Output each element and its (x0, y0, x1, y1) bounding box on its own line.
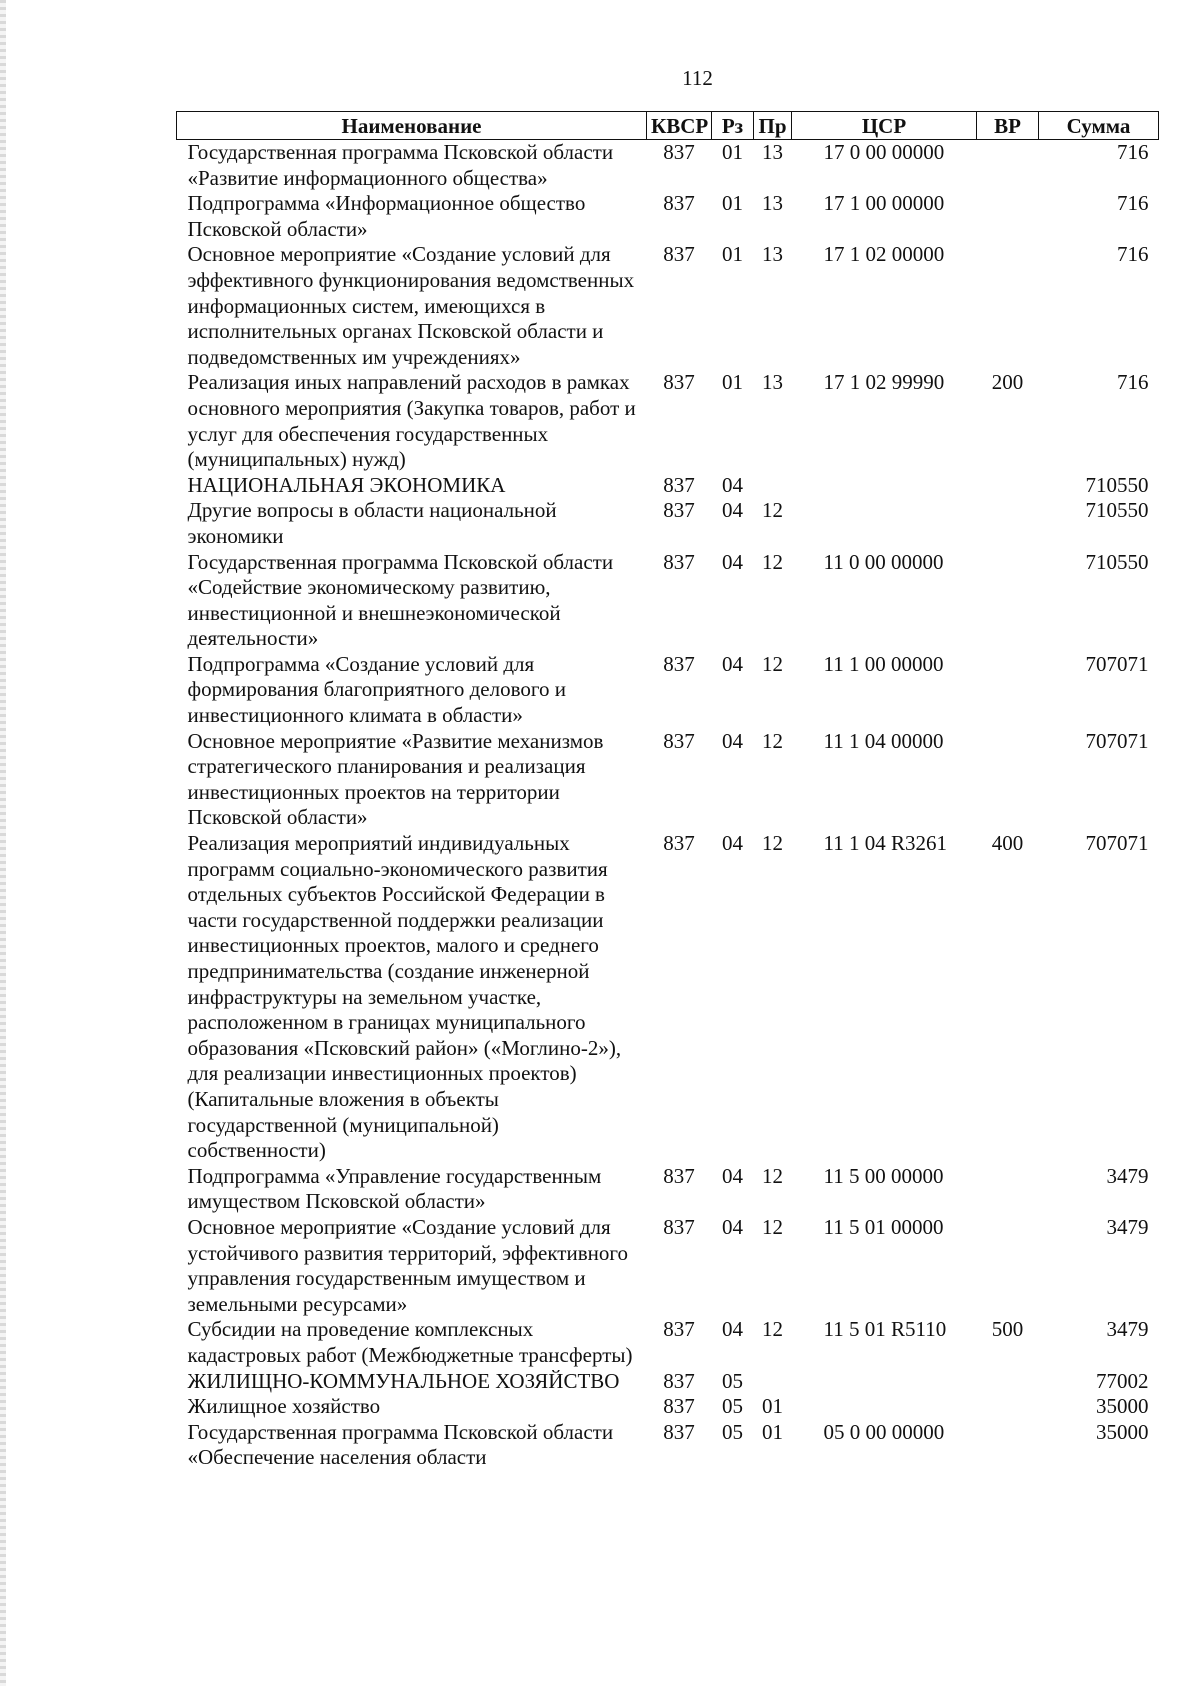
cell-csr: 17 1 00 00000 (823, 191, 945, 216)
cell-name: ЖИЛИЩНО-КОММУНАЛЬНОЕ ХОЗЯЙСТВО (187, 1368, 620, 1393)
cell-vr (977, 1420, 1039, 1471)
cell-kvsr: 837 (663, 242, 695, 267)
cell-kvsr: 837 (663, 140, 695, 164)
table-row (177, 191, 1159, 242)
table-row (177, 1215, 1159, 1317)
cell-pr: 12 (762, 1214, 783, 1239)
cell-rz: 04 (722, 498, 743, 523)
cell-kvsr: 837 (663, 1419, 695, 1444)
cell-csr: 11 5 01 R5110 (823, 1317, 947, 1342)
cell-vr (977, 729, 1039, 831)
cell-rz: 04 (722, 831, 743, 856)
cell-kvsr: 837 (663, 651, 695, 676)
cell-name: Жилищное хозяйство (187, 1394, 381, 1419)
cell-name: Подпрограмма «Управление государственным имуществом Псковской области» (187, 1163, 602, 1214)
cell-pr: 12 (762, 728, 783, 753)
cell-pr: 12 (762, 549, 783, 574)
cell-pr: 13 (762, 191, 783, 216)
cell-pr: 12 (762, 1317, 783, 1342)
cell-csr (792, 498, 977, 549)
cell-name: Основное мероприятие «Создание условий для устойчивого развития территорий, эффективного управления государственным имуществом и земельными ресурсами» (187, 1214, 628, 1316)
cell-csr: 11 1 04 00000 (823, 728, 944, 753)
cell-kvsr: 837 (663, 1317, 695, 1342)
cell-sum: 716 (1117, 191, 1149, 216)
cell-rz: 01 (722, 140, 743, 164)
table-row (177, 370, 1159, 472)
header-pr: Пр (754, 112, 792, 140)
cell-rz: 04 (722, 1163, 743, 1188)
cell-rz: 05 (722, 1368, 743, 1393)
cell-sum: 710550 (1085, 498, 1149, 523)
cell-vr (977, 191, 1039, 242)
cell-sum: 716 (1117, 140, 1149, 164)
table-row (177, 1394, 1159, 1420)
cell-vr: 200 (991, 370, 1024, 395)
cell-name: Государственная программа Псковской области «Развитие информационного общества» (187, 140, 614, 190)
cell-vr: 400 (991, 831, 1024, 856)
cell-csr (792, 1394, 977, 1420)
cell-name: Основное мероприятие «Создание условий для эффективного функционирования ведомственных информационных систем, имеющихся в исполнительных органах Псковской области и подведомственных им учреждениях» (187, 242, 635, 369)
table-row (177, 242, 1159, 370)
cell-kvsr: 837 (663, 1394, 695, 1419)
cell-sum: 35000 (1096, 1419, 1149, 1444)
cell-sum: 35000 (1096, 1394, 1149, 1419)
header-vr: ВР (977, 112, 1039, 140)
cell-kvsr: 837 (663, 498, 695, 523)
cell-rz: 04 (722, 728, 743, 753)
cell-pr: 12 (762, 498, 783, 523)
cell-rz: 04 (722, 472, 743, 497)
cell-kvsr: 837 (663, 549, 695, 574)
cell-vr (977, 498, 1039, 549)
cell-pr: 01 (762, 1394, 783, 1419)
cell-sum: 3479 (1106, 1317, 1149, 1342)
table-row (177, 498, 1159, 549)
cell-kvsr: 837 (663, 370, 695, 395)
cell-vr (977, 473, 1039, 499)
cell-pr: 12 (762, 651, 783, 676)
cell-name: Субсидии на проведение комплексных кадастровых работ (Межбюджетные трансферты) (187, 1317, 633, 1367)
header-rz: Рз (712, 112, 754, 140)
cell-pr (754, 473, 792, 499)
cell-rz: 04 (722, 1317, 743, 1342)
cell-name: Реализация мероприятий индивидуальных программ социально-экономического развития отдельных субъектов Российской Федерации в части государственной поддержки реализации инвестиционных проектов, малого и среднего предпринимательства (создание инженерной инфраструктуры на земельном участке, расположенном в границах муниципального образования «Псковский район» («Моглино-2»), для реализации инвестиционных проектов) (Капитальные вложения в объекты государственной (муниципальной) собственности) (187, 831, 622, 1163)
cell-pr: 13 (762, 140, 783, 164)
cell-csr: 11 1 00 00000 (823, 651, 944, 676)
cell-pr (754, 1369, 792, 1395)
cell-vr (977, 1394, 1039, 1420)
cell-rz: 05 (722, 1394, 743, 1419)
cell-csr (792, 1369, 977, 1395)
cell-name: Основное мероприятие «Развитие механизмов стратегического планирования и реализация инвестиционных проектов на территории Псковской области» (187, 728, 604, 830)
table-row (177, 550, 1159, 652)
cell-kvsr: 837 (663, 728, 695, 753)
header-sum: Сумма (1039, 112, 1159, 140)
cell-csr: 11 1 04 R3261 (823, 831, 947, 856)
cell-csr: 05 0 00 00000 (823, 1419, 945, 1444)
cell-rz: 04 (722, 549, 743, 574)
cell-csr: 17 1 02 00000 (823, 242, 945, 267)
cell-kvsr: 837 (663, 191, 695, 216)
cell-csr: 11 0 00 00000 (823, 549, 944, 574)
cell-kvsr: 837 (663, 472, 695, 497)
cell-kvsr: 837 (663, 1163, 695, 1188)
table-row (177, 1369, 1159, 1395)
cell-sum: 710550 (1085, 549, 1149, 574)
cell-pr: 12 (762, 831, 783, 856)
cell-sum: 710550 (1085, 472, 1149, 497)
cell-sum: 707071 (1085, 728, 1149, 753)
table-row (177, 140, 1159, 192)
table-row (177, 729, 1159, 831)
table-row (177, 1317, 1159, 1368)
cell-kvsr: 837 (663, 1214, 695, 1239)
cell-csr: 11 5 01 00000 (823, 1214, 944, 1239)
cell-vr (977, 242, 1039, 370)
cell-vr (977, 1215, 1039, 1317)
cell-csr: 17 0 00 00000 (823, 140, 945, 164)
cell-csr: 17 1 02 99990 (823, 370, 945, 395)
cell-kvsr: 837 (663, 1368, 695, 1393)
cell-sum: 3479 (1106, 1214, 1149, 1239)
cell-csr: 11 5 00 00000 (823, 1163, 944, 1188)
cell-sum: 716 (1117, 242, 1149, 267)
budget-table (176, 111, 1159, 1471)
table-row (177, 1420, 1159, 1471)
header-csr: ЦСР (792, 112, 977, 140)
cell-rz: 04 (722, 651, 743, 676)
cell-csr (792, 473, 977, 499)
cell-sum: 707071 (1085, 651, 1149, 676)
cell-pr: 13 (762, 242, 783, 267)
cell-rz: 01 (722, 242, 743, 267)
cell-name: Подпрограмма «Информационное общество Псковской области» (187, 191, 586, 241)
table-row (177, 831, 1159, 1164)
cell-name: НАЦИОНАЛЬНАЯ ЭКОНОМИКА (187, 472, 506, 497)
cell-pr: 13 (762, 370, 783, 395)
cell-kvsr: 837 (663, 831, 695, 856)
cell-vr (977, 652, 1039, 729)
table-row (177, 1164, 1159, 1215)
table-row (177, 652, 1159, 729)
scan-edge (0, 0, 6, 1686)
cell-vr (977, 1164, 1039, 1215)
cell-vr (977, 1369, 1039, 1395)
cell-rz: 01 (722, 370, 743, 395)
header-kvsr: КВСР (647, 112, 712, 140)
cell-name: Государственная программа Псковской области «Обеспечение населения области (187, 1419, 614, 1470)
cell-sum: 77002 (1096, 1368, 1149, 1393)
cell-name: Подпрограмма «Создание условий для формирования благоприятного делового и инвестиционного климата в области» (187, 651, 566, 728)
cell-vr (977, 140, 1039, 192)
cell-sum: 3479 (1106, 1163, 1149, 1188)
cell-vr (977, 550, 1039, 652)
table-body (177, 140, 1159, 1471)
cell-rz: 04 (722, 1214, 743, 1239)
cell-rz: 01 (722, 191, 743, 216)
cell-sum: 716 (1117, 370, 1149, 395)
cell-name: Другие вопросы в области национальной экономики (187, 498, 557, 548)
cell-vr: 500 (991, 1317, 1024, 1342)
cell-name: Государственная программа Псковской области «Содействие экономическому развитию, инвестиционной и внешнеэкономической деятельности» (187, 549, 614, 651)
table-row (177, 473, 1159, 499)
cell-pr: 12 (762, 1163, 783, 1188)
table-header (177, 112, 1159, 140)
cell-name: Реализация иных направлений расходов в рамках основного мероприятия (Закупка товаров, работ и услуг для обеспечения государственных (муниципальных) нужд) (187, 370, 636, 472)
header-name: Наименование (177, 112, 647, 140)
cell-pr: 01 (762, 1419, 783, 1444)
page-number: 112 (682, 66, 713, 90)
cell-rz: 05 (722, 1419, 743, 1444)
cell-sum: 707071 (1085, 831, 1149, 856)
